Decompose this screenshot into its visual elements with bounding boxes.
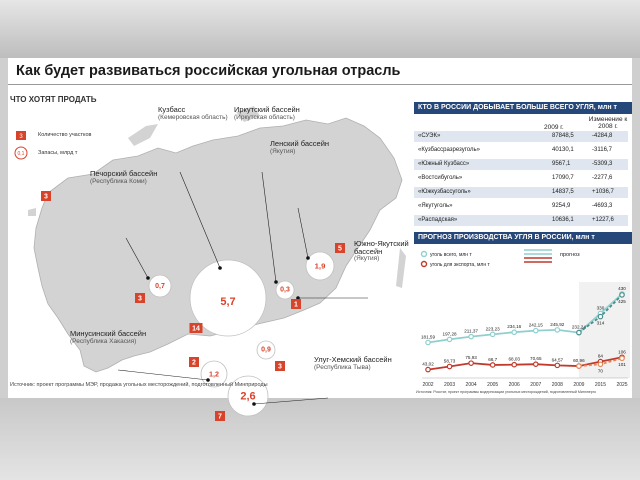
- data-label-export-forecast: 70: [597, 368, 604, 374]
- data-point: [534, 362, 538, 366]
- callout-line: [118, 370, 208, 380]
- cell-name: «Якутуголь»: [418, 203, 453, 209]
- cell-change: -3116,7: [592, 147, 612, 153]
- site-count-value: 5: [338, 245, 342, 253]
- russia-map: [8, 98, 412, 421]
- table-row: [414, 173, 628, 184]
- cell-name: «Востсибуголь»: [418, 175, 463, 181]
- callout-dot: [274, 280, 278, 284]
- forecast-chart-header: ПРОГНОЗ ПРОИЗВОДСТВА УГЛЯ В РОССИИ, млн т: [414, 232, 632, 244]
- reserve-value: 2,6: [240, 390, 256, 403]
- basin-label-irkutsk: Иркутский бассейн (Иркутская область): [234, 105, 300, 121]
- site-count-value: 3: [278, 363, 282, 371]
- data-point: [490, 363, 494, 367]
- data-point: [469, 361, 473, 365]
- table-row: [414, 187, 628, 198]
- callout-dot: [146, 276, 150, 280]
- x-tick-label: 2008: [551, 382, 563, 388]
- chart-footer-source: Источник: Росстат, проект программы модернизации угольных месторождений, подготовленный Минэнерго: [416, 390, 596, 394]
- top-frame: [0, 0, 640, 58]
- col-change-header: Изменение к 2008 г.: [588, 116, 628, 130]
- data-point: [555, 328, 559, 332]
- data-point: [577, 330, 581, 334]
- data-label-total-forecast: 425: [618, 298, 626, 304]
- table-row: [414, 201, 628, 212]
- data-point: [598, 362, 602, 366]
- map-section-title: ЧТО ХОТЯТ ПРОДАТЬ: [10, 95, 97, 104]
- cell-v2009: 87848,5: [552, 133, 574, 139]
- data-point: [512, 362, 516, 366]
- title-divider: [8, 84, 632, 85]
- table-row: [414, 159, 628, 170]
- cell-name: «СУЭК»: [418, 133, 441, 139]
- site-count-value: 3: [44, 193, 48, 201]
- cell-change: -4693,3: [592, 203, 613, 209]
- reserve-value: 0,7: [155, 282, 165, 290]
- reserve-value: 0,3: [280, 286, 290, 294]
- legend-reserves: Запасы, млрд т: [38, 150, 78, 156]
- site-count-value: 1: [294, 301, 298, 309]
- data-point: [469, 334, 473, 338]
- x-tick-label: 2009: [573, 382, 585, 388]
- data-label-total: 197,28: [442, 331, 457, 337]
- data-point: [555, 363, 559, 367]
- data-label-total: 181,59: [420, 334, 436, 340]
- legend-bubble-sample: 0,1: [17, 151, 25, 157]
- cell-change: -2277,6: [592, 175, 613, 181]
- data-label-export: 68,03: [508, 356, 520, 362]
- reserve-value: 5,7: [220, 295, 236, 308]
- novaya-zemlya: [128, 124, 158, 146]
- cell-name: «Кузбассразрезуголь»: [418, 147, 480, 153]
- data-label-total: 245,92: [550, 321, 565, 327]
- cell-v2009: 40130,1: [552, 147, 574, 153]
- basin-label-ulug-khem: Улуг-Хемский бассейн (Республика Тыва): [314, 355, 392, 371]
- basin-label-lena: Ленский бассейн (Якутия): [270, 139, 330, 155]
- bottom-frame: [0, 398, 640, 480]
- site-count-value: 7: [218, 413, 222, 421]
- cell-name: «Южный Кузбасс»: [418, 161, 470, 167]
- basin-label-pechora: Печорский бассейн (Республика Коми): [90, 169, 158, 185]
- forecast-chart: [414, 244, 632, 396]
- cell-v2009: 10636,1: [552, 217, 574, 223]
- data-point: [447, 337, 451, 341]
- table-row: [414, 131, 628, 142]
- basin-label-minusinsk: Минусинский бассейн (Республика Хакасия): [70, 329, 147, 345]
- data-point: [426, 367, 430, 371]
- site-count-value: 14: [192, 325, 200, 333]
- x-tick-label: 2002: [422, 382, 434, 388]
- kaliningrad: [28, 208, 36, 216]
- data-point: [620, 293, 624, 297]
- data-label-export: 75,93: [465, 355, 477, 361]
- map-footer-source: Источник: проект программы МЭР, продажа угольных месторождений, подготовленный Минприроды: [10, 382, 268, 388]
- data-label-total: 242,15: [528, 322, 543, 328]
- data-point: [577, 364, 581, 368]
- table-row: [414, 215, 628, 226]
- data-label-export: 60,96: [573, 358, 585, 364]
- forecast-legend-label: прогноз: [560, 252, 580, 258]
- legend-badge-sample: 3: [19, 134, 23, 140]
- data-label-total: 211,37: [464, 328, 478, 334]
- callout-dot: [252, 402, 256, 406]
- x-tick-label: 2025: [616, 382, 628, 388]
- x-tick-label: 2005: [487, 382, 499, 388]
- cell-v2009: 9567,1: [552, 161, 571, 167]
- data-label-total-forecast: 314: [596, 320, 605, 326]
- chart-legend-item: уголь для экспорта, млн т: [430, 262, 490, 268]
- data-label-total: 330: [596, 305, 605, 311]
- x-tick-label: 2007: [530, 382, 542, 388]
- cell-name: «Южкузбассуголь»: [418, 189, 471, 195]
- data-label-export: 58,73: [443, 358, 456, 364]
- site-count-value: 2: [192, 359, 196, 367]
- legend-swatch: [422, 262, 427, 267]
- cell-change: +1227,6: [592, 217, 614, 223]
- basin-label-south-yakutia: Южно-Якутский бассейн (Якутия): [354, 239, 409, 262]
- x-tick-label: 2006: [508, 382, 520, 388]
- reserve-value: 1,9: [314, 261, 326, 271]
- legend-companies: Количество участков: [38, 132, 92, 138]
- data-point: [598, 314, 602, 318]
- data-label-total: 430: [618, 285, 626, 291]
- callout-dot: [306, 256, 310, 260]
- data-point: [620, 356, 624, 360]
- data-label-export: 106: [618, 349, 626, 355]
- table-row: [414, 145, 628, 156]
- data-point: [512, 330, 516, 334]
- cell-change: -4284,8: [592, 133, 613, 139]
- cell-change: -5309,3: [592, 161, 613, 167]
- data-label-export: 66,7: [488, 356, 498, 362]
- x-tick-label: 2003: [443, 382, 456, 388]
- data-label-total: 223,23: [485, 326, 500, 332]
- data-point: [490, 332, 494, 336]
- cell-name: «Распадская»: [418, 217, 458, 223]
- cell-v2009: 9254,9: [552, 203, 571, 209]
- data-label-total: 232,24: [571, 324, 586, 330]
- x-tick-label: 2004: [465, 382, 477, 388]
- reserve-value: 1,2: [209, 370, 219, 379]
- x-tick-label: 2015: [594, 382, 607, 388]
- cell-change: +1036,7: [592, 189, 614, 195]
- data-label-export: 70,65: [530, 356, 542, 362]
- basin-label-kuzbass: Кузбасс (Кемеровская область): [158, 105, 228, 121]
- col-2009-header: 2009 г.: [544, 124, 564, 131]
- data-point: [534, 328, 538, 332]
- data-label-export: 84: [597, 353, 604, 359]
- cell-v2009: 14837,5: [552, 189, 574, 195]
- legend-swatch: [422, 252, 427, 257]
- data-label-export-forecast: 101: [618, 362, 626, 368]
- legend-markers: [12, 128, 36, 162]
- reserve-value: 0,9: [261, 346, 271, 354]
- page-title: Как будет развиваться российская угольная отрасль: [16, 63, 401, 79]
- data-label-total: 234,16: [507, 324, 522, 330]
- data-label-export: 64,57: [551, 357, 564, 363]
- callout-dot: [218, 266, 222, 270]
- cell-v2009: 17090,7: [552, 175, 574, 181]
- data-label-export: 43,02: [422, 361, 434, 367]
- chart-legend-item: уголь всего, млн т: [430, 252, 472, 258]
- data-point: [447, 364, 451, 368]
- site-count-value: 3: [138, 295, 142, 303]
- producers-table-header: КТО В РОССИИ ДОБЫВАЕТ БОЛЬШЕ ВСЕГО УГЛЯ, млн т: [414, 102, 632, 114]
- data-point: [426, 340, 430, 344]
- infographic-sheet: [8, 58, 632, 421]
